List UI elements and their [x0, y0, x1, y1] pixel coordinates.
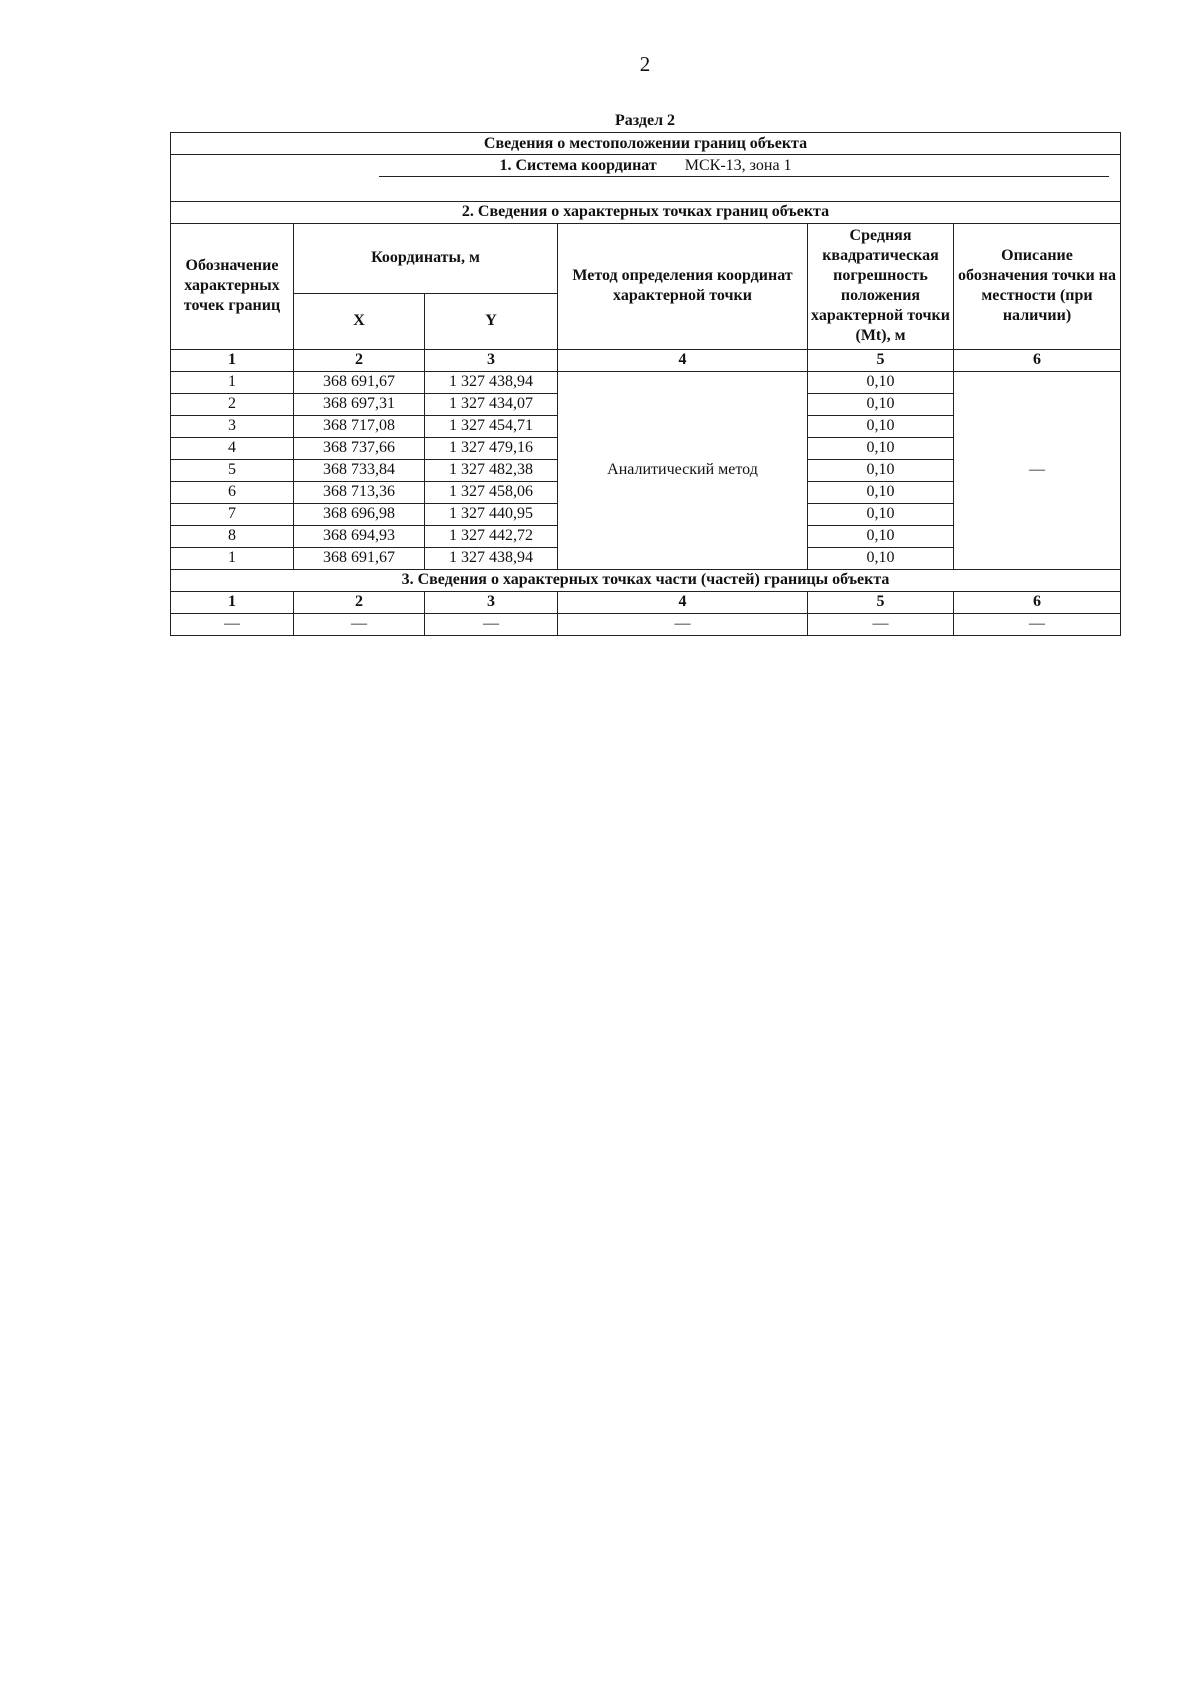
points-section-row	[171, 201, 1121, 223]
table-row	[171, 371, 1121, 393]
mt-cell: 0,10	[808, 459, 954, 481]
column-numbers-row	[171, 349, 1121, 371]
x-cell: 368 691,67	[294, 371, 425, 393]
table-title-row	[171, 133, 1121, 155]
parts-cell: —	[171, 613, 294, 635]
column-number: 6	[954, 349, 1121, 371]
x-cell: 368 691,67	[294, 547, 425, 569]
x-cell: 368 696,98	[294, 503, 425, 525]
column-number: 4	[558, 591, 808, 613]
section-title: Раздел 2	[614, 112, 676, 129]
method-cell: Аналитический метод	[558, 371, 808, 569]
y-cell: 1 327 482,38	[425, 459, 558, 481]
column-number: 3	[425, 349, 558, 371]
column-number: 5	[808, 349, 954, 371]
mt-cell: 0,10	[808, 525, 954, 547]
x-cell: 368 733,84	[294, 459, 425, 481]
mt-cell: 0,10	[808, 415, 954, 437]
header-point-designation: Обозначение характерных точек границ	[171, 223, 294, 349]
column-number: 2	[294, 349, 425, 371]
parts-row	[171, 613, 1121, 635]
column-number: 6	[954, 591, 1121, 613]
header-method: Метод определения координат характерной точки	[558, 223, 808, 349]
x-cell: 368 694,93	[294, 525, 425, 547]
mt-cell: 0,10	[808, 547, 954, 569]
parts-cell: —	[954, 613, 1121, 635]
header-description: Описание обозначения точки на местности (при наличии)	[954, 223, 1121, 349]
parts-cell: —	[808, 613, 954, 635]
parts-column-numbers-row	[171, 591, 1121, 613]
parts-section-title: 3. Сведения о характерных точках части (частей) границы объекта	[171, 569, 1121, 591]
point-cell: 7	[171, 503, 294, 525]
y-cell: 1 327 440,95	[425, 503, 558, 525]
y-cell: 1 327 479,16	[425, 437, 558, 459]
x-cell: 368 737,66	[294, 437, 425, 459]
spacer-row	[171, 177, 1121, 202]
description-cell: —	[954, 371, 1121, 569]
x-cell: 368 713,36	[294, 481, 425, 503]
point-cell: 5	[171, 459, 294, 481]
header-x: X	[294, 293, 425, 349]
x-cell: 368 697,31	[294, 393, 425, 415]
coord-system-underline	[379, 176, 1109, 177]
mt-cell: 0,10	[808, 437, 954, 459]
column-number: 4	[558, 349, 808, 371]
y-cell: 1 327 438,94	[425, 371, 558, 393]
column-number: 3	[425, 591, 558, 613]
header-row-1	[171, 223, 1121, 293]
y-cell: 1 327 434,07	[425, 393, 558, 415]
table-title: Сведения о местоположении границ объекта	[171, 133, 1121, 155]
mt-cell: 0,10	[808, 503, 954, 525]
parts-cell: —	[558, 613, 808, 635]
point-cell: 2	[171, 393, 294, 415]
coord-system-value: МСК-13, зона 1	[684, 156, 792, 174]
mt-cell: 0,10	[808, 393, 954, 415]
parts-cell: —	[425, 613, 558, 635]
header-coordinates: Координаты, м	[294, 223, 558, 293]
parts-section-row	[171, 569, 1121, 591]
header-error: Средняя квадратическая погрешность положения характерной точки (Mt), м	[808, 223, 954, 349]
parts-cell: —	[294, 613, 425, 635]
mt-cell: 0,10	[808, 481, 954, 503]
column-number: 5	[808, 591, 954, 613]
point-cell: 4	[171, 437, 294, 459]
coord-system-label: 1. Система координат	[499, 156, 657, 174]
point-cell: 1	[171, 371, 294, 393]
y-cell: 1 327 454,71	[425, 415, 558, 437]
column-number: 1	[171, 349, 294, 371]
header-y: Y	[425, 293, 558, 349]
column-number: 2	[294, 591, 425, 613]
mt-cell: 0,10	[808, 371, 954, 393]
y-cell: 1 327 442,72	[425, 525, 558, 547]
point-cell: 1	[171, 547, 294, 569]
y-cell: 1 327 458,06	[425, 481, 558, 503]
point-cell: 3	[171, 415, 294, 437]
y-cell: 1 327 438,94	[425, 547, 558, 569]
coord-system-row	[171, 155, 1121, 177]
points-section-title: 2. Сведения о характерных точках границ объекта	[171, 201, 1121, 223]
point-cell: 6	[171, 481, 294, 503]
point-cell: 8	[171, 525, 294, 547]
column-number: 1	[171, 591, 294, 613]
x-cell: 368 717,08	[294, 415, 425, 437]
boundary-table	[170, 132, 1121, 636]
page-number: 2	[639, 52, 651, 76]
